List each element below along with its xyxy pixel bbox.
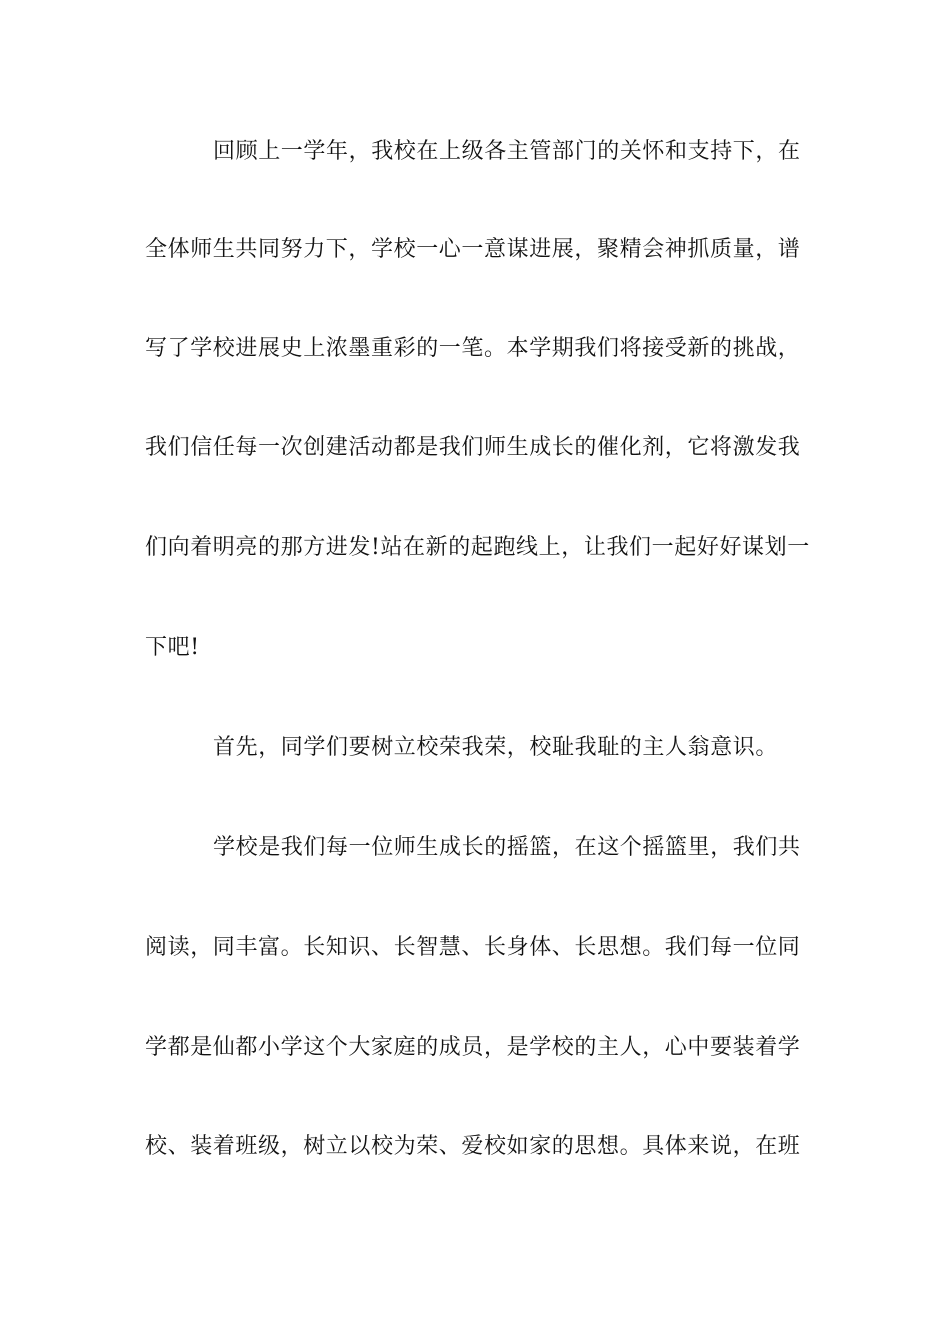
paragraph-1-line-1: 回顾上一学年，我校在上级各主管部门的关怀和支持下，在: [213, 139, 801, 164]
paragraph-1-line-6: 下吧!: [145, 635, 200, 660]
paragraph-1-line-3: 写了学校进展史上浓墨重彩的一笔。本学期我们将接受新的挑战，: [145, 336, 801, 361]
paragraph-2-line-1: 首先，同学们要树立校荣我荣，校耻我耻的主人翁意识。: [213, 735, 779, 760]
paragraph-3-line-4: 校、装着班级，树立以校为荣、爱校如家的思想。具体来说，在班: [145, 1134, 801, 1159]
paragraph-1-line-4: 我们信任每一次创建活动都是我们师生成长的催化剂，它将激发我: [145, 435, 801, 460]
paragraph-1-line-2: 全体师生共同努力下，学校一心一意谋进展，聚精会神抓质量，谱: [145, 237, 801, 262]
paragraph-1-line-5: 们向着明亮的那方进发!站在新的起跑线上，让我们一起好好谋划一: [145, 535, 810, 560]
paragraph-3-line-1: 学校是我们每一位师生成长的摇篮，在这个摇篮里，我们共: [213, 835, 801, 860]
paragraph-3-line-2: 阅读，同丰富。长知识、长智慧、长身体、长思想。我们每一位同: [145, 935, 801, 960]
paragraph-3-line-3: 学都是仙都小学这个大家庭的成员，是学校的主人，心中要装着学: [145, 1035, 801, 1060]
